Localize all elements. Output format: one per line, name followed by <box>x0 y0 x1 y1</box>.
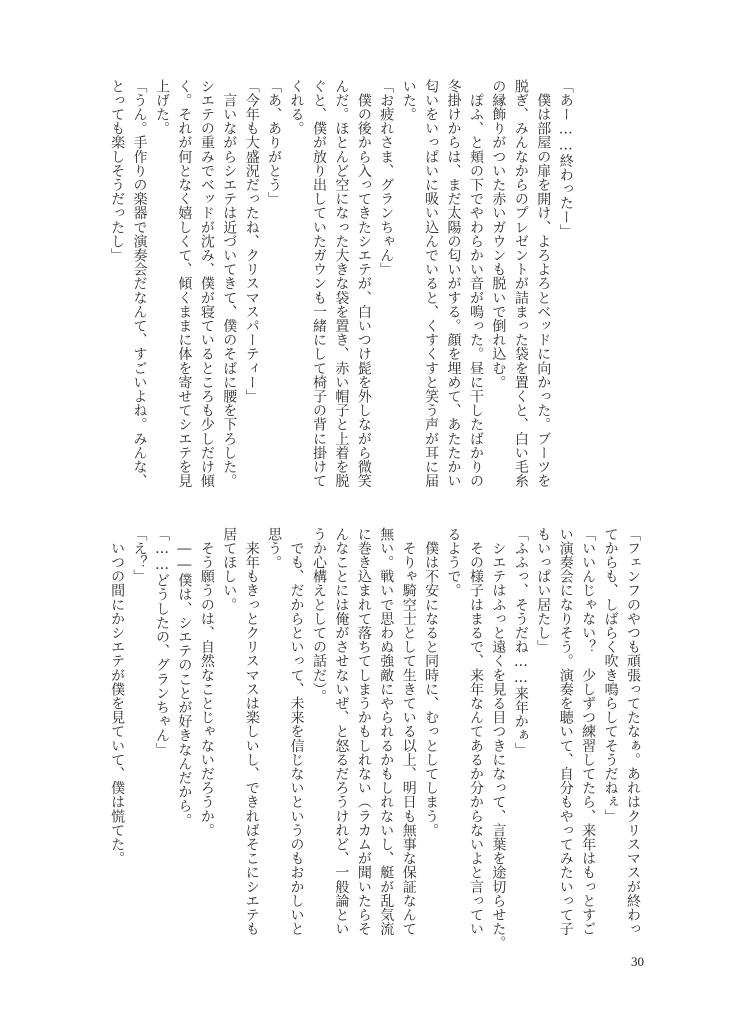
text-line: 僕の後から入ってきたシエテが、白いつけ髭を外しながら微笑 <box>355 79 372 488</box>
text-line: 「ふふっ、そうだね……来年かぁ」 <box>512 527 529 757</box>
text-line: 上げた。 <box>153 79 170 136</box>
text-line: 脱ぎ、みんなからのプレゼントが詰まった袋を置くと、白い毛糸 <box>512 79 529 488</box>
text-line: 冬掛けからは、まだ太陽の匂いがする。顔を埋めて、あたたかい <box>445 79 462 488</box>
text-line: 「お疲れさま、グランちゃん」 <box>378 79 395 277</box>
text-line: るようで。 <box>445 527 462 598</box>
text-line: く。それが何となく嬉しくて、傾くままに体を寄せてシエテを見 <box>176 79 193 488</box>
text-line: シエテの重みでベッドが沈み、僕が寝ているところも少しだけ傾 <box>198 79 215 488</box>
page-number: 30 <box>631 954 644 969</box>
text-line: んだ。ほとんど空になった大きな袋を置き、赤い帽子と上着を脱 <box>333 79 350 488</box>
text-line: いつの間にかシエテが僕を見ていて、僕は慌てた。 <box>109 527 126 866</box>
text-line: てからも、しばらく吹き鳴らしてそうだねぇ」 <box>602 527 619 824</box>
text-line: 「今年も大盛況だったね、クリスマスパーティー」 <box>243 79 260 404</box>
text-line: 「うん。手作りの楽器で演奏会だなんて、すごいよね。みんな、 <box>131 79 148 488</box>
text-line: 「フェンフのやつも頑張ってたなぁ。あれはクリスマスが終わっ <box>625 527 641 936</box>
text-line: 僕は部屋の扉を開け、よろよろとベッドに向かった。ブーツを <box>535 79 552 488</box>
text-line: もいっぱい居たし」 <box>535 527 552 654</box>
text-line: ぐと、僕が放り出していたガウンも一緒にして椅子の背に掛けて <box>310 79 327 488</box>
text-line: とっても楽しそうだったし」 <box>109 79 126 263</box>
text-line: そう願うのは、自然なことじゃないだろうか。 <box>198 527 215 838</box>
text-line: の縁飾りがついた赤いガウンも脱いで倒れ込む。 <box>490 79 507 390</box>
text-line: 「あー……終わったー」 <box>557 79 574 239</box>
text-line: に巻き込まれて落ちてしまうかもしれない（ラカムが聞いたらそ <box>355 527 372 936</box>
text-line: 「いいんじゃない？ 少しずつ練習してたら、来年はもっとすご <box>580 527 597 936</box>
text-line: 無い。戦いで思わぬ強敵にやられるかもしれないし、艇が乱気流 <box>378 527 395 936</box>
text-line: 来年もきっとクリスマスは楽しいし、できればそこにシエテも <box>243 527 260 936</box>
text-line: 「……どうしたの、グランちゃん」 <box>153 527 170 757</box>
text-line: ぽふ、と頬の下でやわらかい音が鳴った。昼に干したばかりの <box>467 79 484 488</box>
text-line: い演奏会になりそう。演奏を聴いて、自分もやってみたいって子 <box>557 527 574 936</box>
text-line: んなことには俺がさせないぜ、と怒るだろうけれど、一般論とい <box>333 527 350 936</box>
text-line: その様子はまるで、来年なんてあるか分からないよと言ってい <box>467 527 484 936</box>
text-line: ――僕は、シエテのことが好きなんだから。 <box>176 527 193 828</box>
text-line: シエテはふっと遠くを見る目つきになって、言葉を途切らせた。 <box>490 527 507 950</box>
text-line: 居てほしい。 <box>221 527 238 612</box>
text-line: 「あ、ありがとう」 <box>266 79 283 206</box>
text-line: 僕は不安になると同時に、むっとしてしまう。 <box>423 527 440 838</box>
text-line: いた。 <box>400 79 417 122</box>
text-line: 言いながらシエテは近づいてきて、僕のそばに腰を下ろした。 <box>221 79 238 488</box>
text-line: くれる。 <box>288 79 305 136</box>
text-line: 匂いをいっぱいに吸い込んでいると、くすくすと笑う声が耳に届 <box>423 79 440 488</box>
text-line: そりゃ騎空士として生きている以上、明日も無事な保証なんて <box>400 527 417 936</box>
text-line: 思う。 <box>266 527 283 570</box>
text-line: でも、だからといって、未来を信じないというのもおかしいと <box>288 527 305 936</box>
text-line: うか心構えとしての話だ）。 <box>310 527 327 704</box>
text-line: 「え？」 <box>131 527 148 584</box>
